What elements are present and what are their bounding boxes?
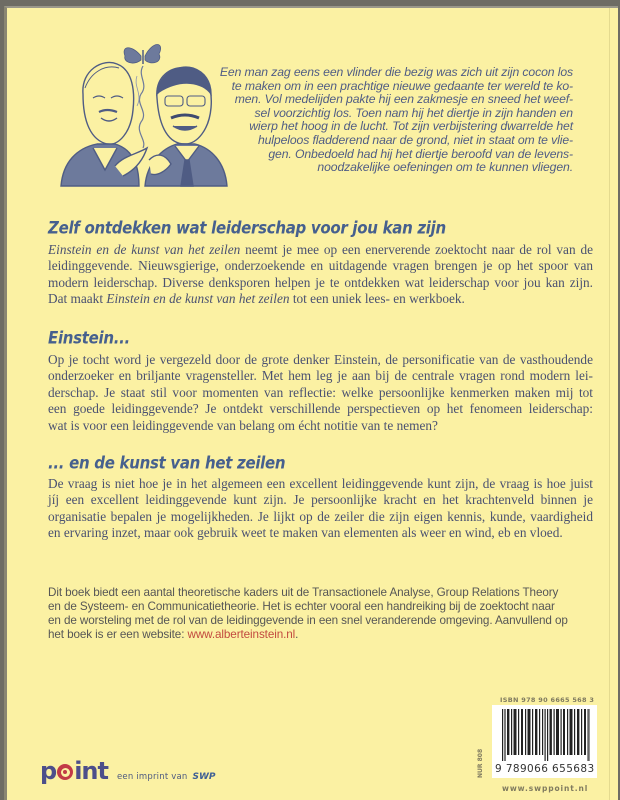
section-heading-einstein: Einstein... [48,328,130,349]
body-line: modern leiderschap. Diverse denksporen helpen je te ontdekken wat leiderschap voor jou kan zijn. [48,274,593,290]
book-title-italic: Einstein en de kunst van het zeilen [106,291,290,307]
body-line: derschap. Je staat stil voor momenten van reflectie: welke persoonlijke kenmerken maken mij tot [48,384,593,400]
closing-line [48,628,593,642]
body-line: wat is voor een leidinggevende van belang om écht notitie van te nemen? [48,417,438,433]
barcode-digits: 9 789066 655683 [495,763,595,775]
intro-story [211,66,573,175]
body-text: Dat maakt [48,291,107,307]
body-line: organisatie bepalen je mogelijkheden. Je lijkt op de zeiler die zijn eigen kennis, kunde, vaardigheid [48,508,593,524]
butterfly-icon [124,45,161,65]
isbn-label: ISBN 978 90 6665 568 3 [500,696,595,704]
intro-line: sel voorzichtig los. Toen nam hij het diertje in zijn handen en [254,105,573,120]
section-heading-leadership: Zelf ontdekken wat leiderschap voor jou kan zijn [48,218,446,239]
publisher-website[interactable]: www.swppoint.nl [502,784,589,793]
caricature-illustration [53,36,229,192]
intro-line: gen. Onbedoeld had hij het diertje beroofd van de levens- [268,146,573,161]
intro-line: noodzakelijke oefeningen om te kunnen vliegen. [317,160,573,175]
logo-letters: int [74,757,108,785]
closing-paragraph [48,586,593,642]
intro-line: te maken om in een prachtige nieuwe gedaante ter wereld te ko- [231,78,573,93]
body-line: Op je tocht word je vergezeld door de grote denker Einstein, de personificatie van de vasthoudende [48,352,593,367]
body-line: leidinggevende. Nieuwsgierige, onderzoekende en uitdagende vragen brengen je op het spoor van [48,258,593,274]
section-body-sailing [48,476,593,542]
swp-logo: SWP [192,772,216,782]
section-heading-sailing: ... en de kunst van het zeilen [48,453,286,474]
closing-line: en de worsteling met de rol van de leidinggevende in een snel veranderende omgeving. Aanvullend op [48,614,568,627]
intro-line: hulpeloos fladderend naar de grond, niet in staat om te vlie- [257,132,573,147]
closing-line: en de Systeem- en Communicatietheorie. Het is echter vooral een handreiking bij de zoektocht naar [48,600,555,613]
body-line: een goede leidinggevende? Je ontdekt verschillende perspectieven op het fenomeen leiderschap: [48,401,593,417]
publisher-logo [40,757,216,785]
book-back-cover [4,6,618,800]
closing-text: . [295,628,299,641]
body-line [48,242,593,258]
closing-text: het boek is er een website: [48,628,188,641]
intro-line: wierp het hoog in de lucht. Tot zijn verbijstering dwarrelde het [249,119,573,134]
website-link[interactable]: www.alberteinstein.nl [187,628,296,641]
point-logo [40,757,108,785]
body-line [48,291,593,307]
body-text: tot een uniek lees- en werkboek. [289,291,465,307]
imprint-text: een imprint van [116,772,188,782]
body-line: en ervaring inzet, maar ook gebruik weet te maken van elementen als weer en wind, eb en vloed. [48,525,563,541]
body-line: jíj een excellent leidinggevende kunt zijn. Je persoonlijke kracht en het krachtenveld binnen je [48,492,593,508]
barcode-bars-icon [502,709,590,761]
intro-line: men. Vol medelijden pakte hij een zakmesje en sneed het weef- [234,92,573,107]
nur-code: NUR 808 [477,748,484,778]
book-title-italic: Einstein en de kunst van het zeilen [48,242,241,257]
body-line: onderzoeker en briljante vragensteller. Met hem leg je aan bij de centrale vragen rond modern lei- [48,368,593,384]
intro-line: Een man zag eens een vlinder die bezig was zich uit zijn cocon los [219,65,573,79]
logo-letter: p [40,757,57,785]
caricature-left-man [61,62,147,186]
closing-line: Dit boek biedt een aantal theoretische kaders uit de Transactionele Analyse, Group Relations Theory [48,586,559,599]
section-body-einstein [48,352,593,434]
body-line: De vraag is niet hoe je in het algemeen een excellent leidinggevende kunt zijn, de vraag is hoe juist [48,476,593,491]
section-body-leadership [48,242,593,308]
body-text: neemt je mee op een enerverende zoektocht naar de rol van de [240,242,593,257]
target-icon [57,764,73,780]
